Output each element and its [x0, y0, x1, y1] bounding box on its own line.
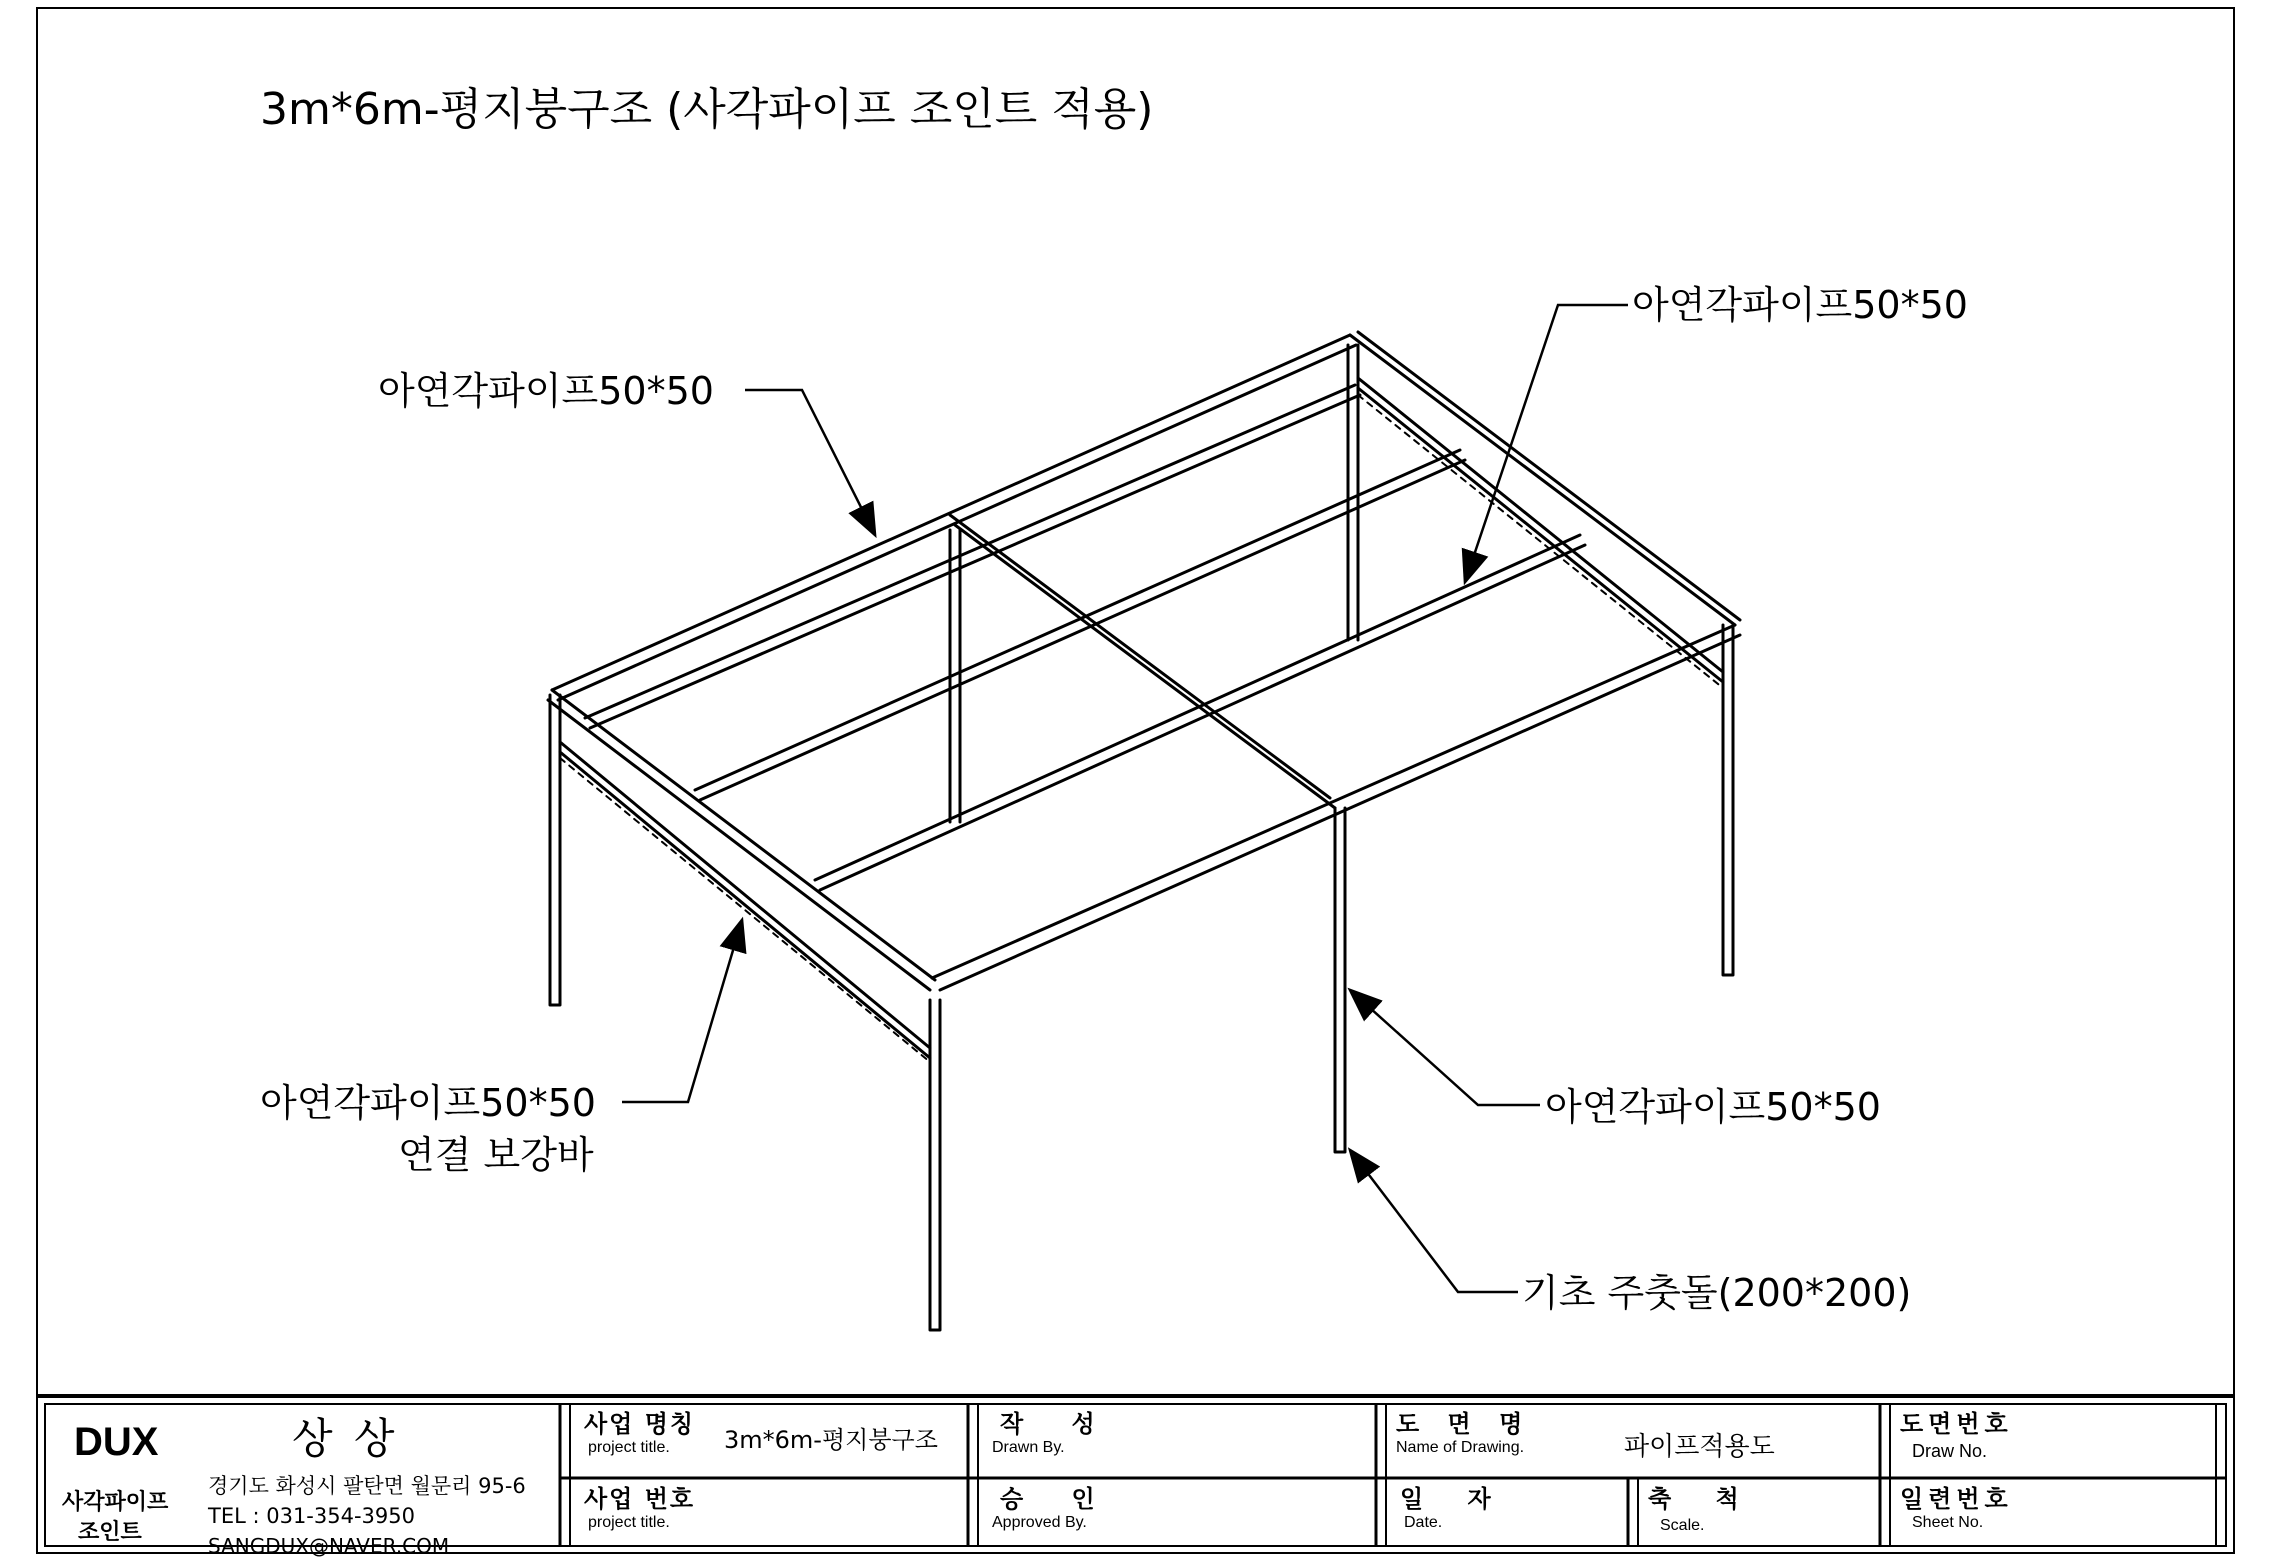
company-sub-1: 사각파이프	[62, 1490, 169, 1515]
scale-sub: Scale.	[1660, 1517, 1705, 1534]
label-bottom-left-1: 아연각파이프50*50	[260, 1081, 596, 1125]
roof-structure	[548, 332, 1740, 1330]
company-sub-2: 조인트	[78, 1520, 142, 1545]
sheet-no-label: 일련번호	[1900, 1485, 2013, 1513]
drawing-title: 3m*6m-평지붕구조 (사각파이프 조인트 적용)	[260, 84, 1154, 135]
longitudinal-rails	[585, 385, 1585, 890]
company-address: 경기도 화성시 팔탄면 월문리 95-6	[208, 1474, 526, 1498]
drawn-by-sub: Drawn By.	[992, 1439, 1065, 1456]
project-name-sub: project title.	[588, 1439, 670, 1456]
label-top-left: 아연각파이프50*50	[378, 369, 714, 413]
date-sub: Date.	[1404, 1514, 1443, 1531]
label-top-right: 아연각파이프50*50	[1632, 283, 1968, 327]
company-name: 상 상	[292, 1414, 399, 1463]
leader-lines	[622, 305, 1628, 1292]
drawing-name-sub: Name of Drawing.	[1396, 1439, 1525, 1456]
drawing-no-sub: Draw No.	[1912, 1441, 1988, 1461]
approved-by-label: 승 인	[1000, 1485, 1115, 1513]
date-label: 일 자	[1400, 1485, 1509, 1513]
label-footing: 기초 주춧돌(200*200)	[1522, 1271, 1912, 1315]
label-bottom-left-2: 연결 보강바	[398, 1133, 594, 1177]
leader-mid-right	[1350, 990, 1540, 1105]
approved-by-sub: Approved By.	[992, 1514, 1087, 1531]
company-email: SANGDUX@NAVER.COM	[208, 1534, 450, 1558]
drawing-name-value: 파이프적용도	[1624, 1432, 1775, 1462]
company-logo: DUX	[74, 1420, 159, 1464]
scale-label: 축 척	[1648, 1485, 1757, 1513]
company-tel: TEL : 031-354-3950	[208, 1504, 415, 1528]
drawn-by-label: 작 성	[1000, 1410, 1115, 1438]
label-mid-right: 아연각파이프50*50	[1545, 1085, 1881, 1129]
leader-footing	[1350, 1150, 1518, 1292]
project-name-value: 3m*6m-평지붕구조	[724, 1426, 938, 1454]
project-name-label: 사업 명칭	[584, 1410, 696, 1438]
leader-top-left	[745, 390, 875, 535]
transverse-beam	[950, 515, 1335, 808]
sheet-border	[37, 8, 2234, 1553]
drawing-name-label: 도 면 명	[1396, 1410, 1533, 1438]
project-no-label: 사업 번호	[584, 1485, 696, 1513]
project-no-sub: project title.	[588, 1514, 670, 1531]
leader-bottom-left	[622, 920, 742, 1102]
sheet-no-sub: Sheet No.	[1912, 1514, 1984, 1531]
drawing-no-label: 도면번호	[1900, 1410, 2013, 1438]
